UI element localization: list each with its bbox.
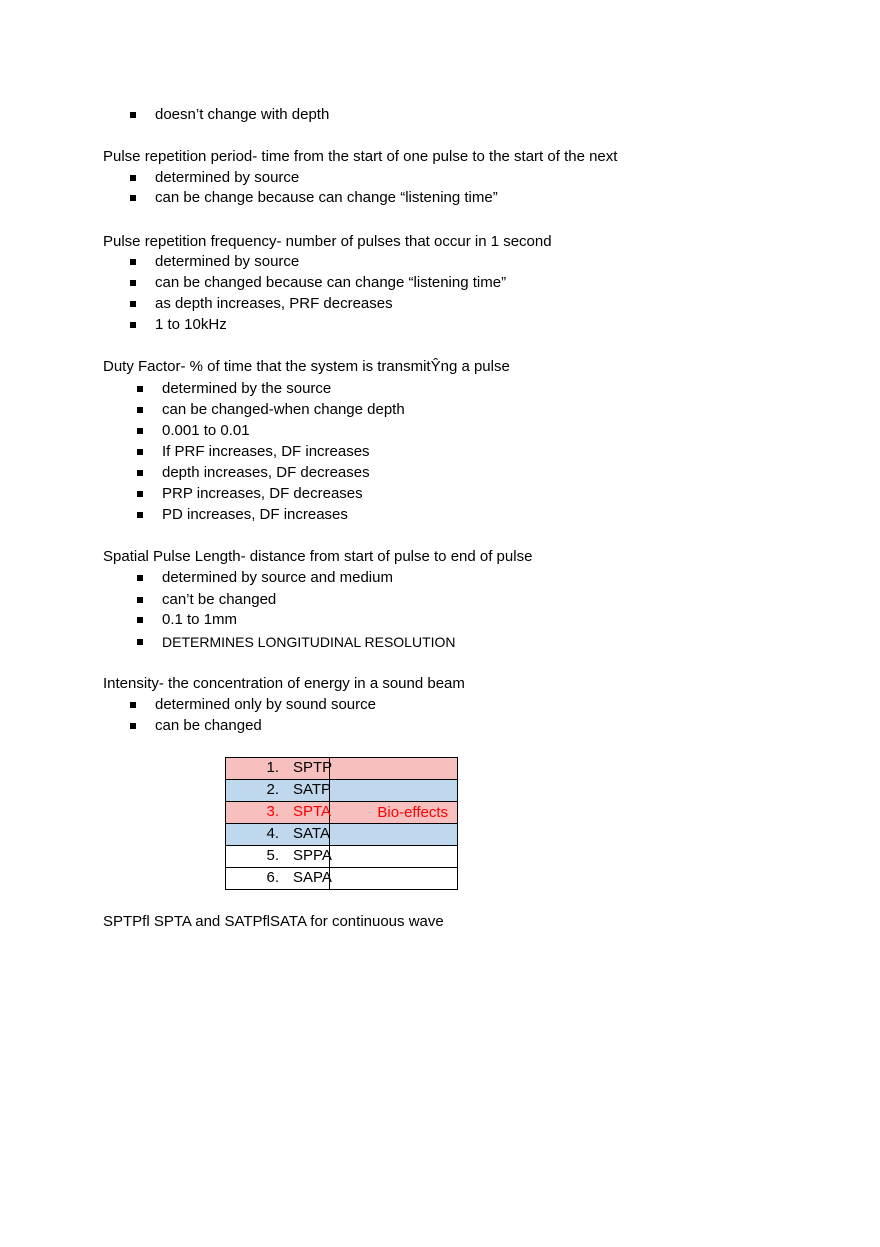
row-number: 1. bbox=[266, 759, 279, 776]
section-heading-intensity: Intensity- the concentration of energy in a sound beam bbox=[103, 675, 465, 692]
square-bullet-icon bbox=[137, 512, 143, 518]
intensity-table bbox=[225, 757, 458, 890]
intensity-note bbox=[330, 758, 458, 780]
square-bullet-icon bbox=[130, 195, 136, 201]
intensity-abbr: SATA bbox=[293, 825, 330, 842]
square-bullet-icon bbox=[137, 639, 143, 645]
square-bullet-icon bbox=[137, 617, 143, 623]
square-bullet-icon bbox=[130, 322, 136, 328]
section-heading-prp: Pulse repetition period- time from the start of one pulse to the start of the next bbox=[103, 148, 618, 165]
square-bullet-icon bbox=[137, 449, 143, 455]
square-bullet-icon bbox=[130, 301, 136, 307]
section-heading-spl: Spatial Pulse Length- distance from start of pulse to end of pulse bbox=[103, 548, 533, 565]
square-bullet-icon bbox=[137, 470, 143, 476]
square-bullet-icon bbox=[130, 723, 136, 729]
table-row bbox=[226, 780, 458, 802]
intensity-note bbox=[330, 780, 458, 802]
intensity-note bbox=[330, 868, 458, 890]
intensity-abbr: SPPA bbox=[293, 847, 332, 864]
row-number: 3. bbox=[266, 803, 279, 820]
table-row bbox=[226, 824, 458, 846]
intensity-abbr: SPTP bbox=[293, 759, 333, 776]
table-row bbox=[226, 868, 458, 890]
table-row bbox=[226, 846, 458, 868]
row-number: 4. bbox=[266, 825, 279, 842]
square-bullet-icon bbox=[137, 575, 143, 581]
square-bullet-icon bbox=[130, 112, 136, 118]
square-bullet-icon bbox=[137, 386, 143, 392]
square-bullet-icon bbox=[130, 702, 136, 708]
section-heading-prf: Pulse repetition frequency- number of pulses that occur in 1 second bbox=[103, 233, 552, 250]
square-bullet-icon bbox=[137, 597, 143, 603]
square-bullet-icon bbox=[137, 407, 143, 413]
square-bullet-icon bbox=[130, 259, 136, 265]
section-heading-duty-factor: Duty Factor- % of time that the system is transmitŶng a pulse bbox=[103, 358, 510, 375]
square-bullet-icon bbox=[137, 428, 143, 434]
footer-text: SPTPfl SPTA and SATPflSATA for continuous wave bbox=[103, 913, 444, 930]
intensity-note: Bio-effects bbox=[330, 802, 458, 824]
intensity-abbr: SATP bbox=[293, 781, 332, 798]
square-bullet-icon bbox=[130, 175, 136, 181]
square-bullet-icon bbox=[137, 491, 143, 497]
table-row bbox=[226, 758, 458, 780]
intensity-note bbox=[330, 824, 458, 846]
intensity-abbr: SAPA bbox=[293, 869, 332, 886]
table-row bbox=[226, 802, 458, 824]
intensity-abbr: SPTA bbox=[293, 803, 332, 820]
row-number: 5. bbox=[266, 847, 279, 864]
row-number: 6. bbox=[266, 869, 279, 886]
row-number: 2. bbox=[266, 781, 279, 798]
square-bullet-icon bbox=[130, 280, 136, 286]
intensity-note bbox=[330, 846, 458, 868]
